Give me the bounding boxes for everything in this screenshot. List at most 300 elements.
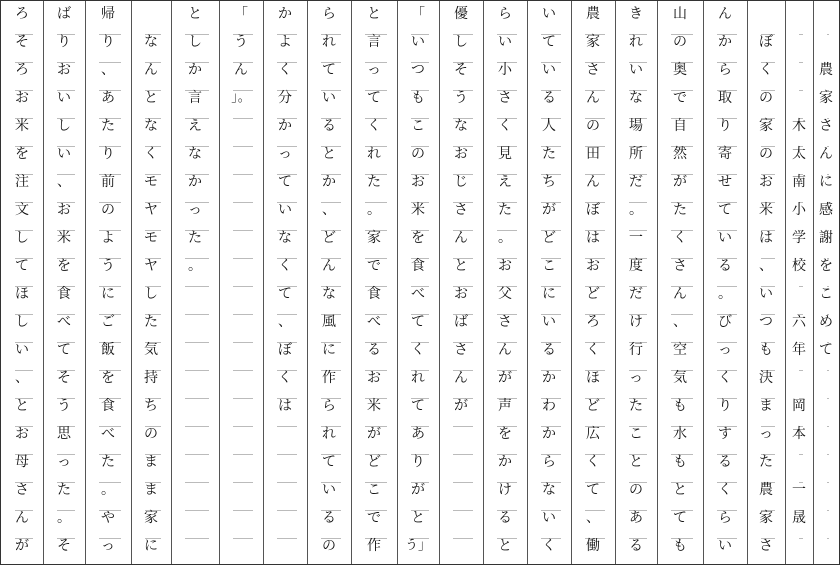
manuscript-cell: 農: [819, 62, 833, 78]
manuscript-cell: 小: [498, 62, 512, 78]
manuscript-cell: 優: [454, 6, 468, 22]
manuscript-cell: け: [629, 314, 643, 330]
manuscript-cell: さ: [454, 202, 468, 218]
manuscript-cell: は: [586, 230, 600, 246]
manuscript-cell: は: [759, 230, 773, 246]
manuscript-cell: っ: [188, 202, 202, 218]
manuscript-cell: え: [188, 118, 202, 134]
manuscript-cell: お: [367, 370, 381, 386]
manuscript-cell: そ: [15, 34, 29, 50]
manuscript-cell: て: [819, 342, 833, 358]
manuscript-cell: 自: [673, 118, 687, 134]
cell-divider: [453, 482, 473, 483]
manuscript-cell: が: [454, 398, 468, 414]
manuscript-cell: 場: [629, 118, 643, 134]
manuscript-cell: る: [542, 342, 556, 358]
manuscript-cell: こ: [629, 426, 643, 442]
manuscript-cell: お: [411, 174, 425, 190]
manuscript-cell: ご: [101, 314, 115, 330]
manuscript-cell: ぼ: [759, 34, 773, 50]
manuscript-cell: な: [144, 34, 158, 50]
manuscript-cell: が: [15, 538, 29, 554]
manuscript-column: [657, 1, 703, 564]
manuscript-cell: く: [759, 62, 773, 78]
manuscript-cell: い: [15, 342, 29, 358]
manuscript-cell: を: [411, 230, 425, 246]
cell-divider: [233, 230, 253, 231]
manuscript-cell: て: [542, 34, 556, 50]
manuscript-cell: ん: [234, 62, 248, 78]
manuscript-column: [785, 1, 813, 564]
manuscript-cell: と: [144, 90, 158, 106]
manuscript-cell: が: [542, 202, 556, 218]
manuscript-cell: を: [498, 426, 512, 442]
manuscript-cell: 一: [629, 230, 643, 246]
manuscript-cell: モ: [144, 174, 158, 190]
manuscript-cell: な: [322, 286, 336, 302]
manuscript-cell: さ: [454, 342, 468, 358]
manuscript-cell: 、: [322, 202, 336, 218]
manuscript-cell: ん: [673, 286, 687, 302]
manuscript-column: [219, 1, 263, 564]
manuscript-cell: ん: [586, 90, 600, 106]
cell-divider: [185, 482, 209, 483]
manuscript-cell: れ: [411, 370, 425, 386]
manuscript-cell: べ: [367, 314, 381, 330]
manuscript-cell: 米: [15, 118, 29, 134]
manuscript-cell: 、: [278, 314, 292, 330]
manuscript-cell: で: [367, 510, 381, 526]
manuscript-cell: よ: [278, 34, 292, 50]
manuscript-cell: い: [542, 510, 556, 526]
manuscript-cell: 食: [101, 398, 115, 414]
manuscript-cell: 。: [188, 258, 202, 274]
manuscript-cell: も: [673, 454, 687, 470]
manuscript-cell: て: [367, 90, 381, 106]
manuscript-column: [571, 1, 615, 564]
manuscript-cell: た: [101, 454, 115, 470]
manuscript-cell: ぼ: [278, 342, 292, 358]
manuscript-cell: 然: [673, 146, 687, 162]
manuscript-cell: 空: [673, 342, 687, 358]
manuscript-cell: て: [278, 286, 292, 302]
manuscript-cell: い: [57, 90, 71, 106]
manuscript-cell: い: [498, 34, 512, 50]
manuscript-column: [43, 1, 85, 564]
manuscript-cell: か: [278, 118, 292, 134]
manuscript-cell: 作: [367, 538, 381, 554]
manuscript-cell: 帰: [101, 6, 115, 22]
manuscript-cell: さ: [819, 118, 833, 134]
manuscript-cell: く: [586, 454, 600, 470]
manuscript-cell: 米: [411, 202, 425, 218]
manuscript-cell: ん: [586, 174, 600, 190]
manuscript-column: [131, 1, 171, 564]
manuscript-cell: こ: [819, 286, 833, 302]
manuscript-cell: ろ: [15, 62, 29, 78]
cell-divider: [233, 174, 253, 175]
manuscript-cell: い: [57, 146, 71, 162]
manuscript-cell: っ: [629, 370, 643, 386]
manuscript-cell: 。: [101, 482, 115, 498]
manuscript-cell: く: [278, 370, 292, 386]
manuscript-cell: 南: [792, 174, 806, 190]
manuscript-cell: で: [673, 90, 687, 106]
cell-divider: [799, 538, 803, 539]
manuscript-cell: 飯: [101, 342, 115, 358]
manuscript-column: [307, 1, 351, 564]
manuscript-cell: か: [718, 34, 732, 50]
manuscript-cell: わ: [542, 398, 556, 414]
manuscript-cell: か: [542, 370, 556, 386]
manuscript-cell: の: [629, 482, 643, 498]
manuscript-cell: い: [629, 62, 643, 78]
manuscript-cell: た: [759, 454, 773, 470]
manuscript-cell: な: [144, 118, 158, 134]
manuscript-cell: る: [322, 118, 336, 134]
manuscript-cell: べ: [101, 426, 115, 442]
manuscript-cell: り: [718, 398, 732, 414]
manuscript-cell: や: [101, 510, 115, 526]
manuscript-cell: く: [718, 482, 732, 498]
manuscript-column: [747, 1, 785, 564]
manuscript-cell: が: [367, 426, 381, 442]
manuscript-cell: 米: [57, 230, 71, 246]
manuscript-cell: 所: [629, 146, 643, 162]
manuscript-cell: は: [278, 398, 292, 414]
manuscript-cell: し: [144, 286, 158, 302]
manuscript-cell: に: [322, 342, 336, 358]
manuscript-cell: つ: [411, 62, 425, 78]
manuscript-cell: ろ: [586, 314, 600, 330]
manuscript-cell: ま: [144, 454, 158, 470]
manuscript-cell: の: [673, 34, 687, 50]
manuscript-cell: に: [819, 174, 833, 190]
cell-divider: [827, 454, 829, 455]
manuscript-cell: し: [15, 230, 29, 246]
manuscript-cell: ま: [759, 398, 773, 414]
manuscript-cell: 一: [792, 482, 806, 498]
cell-divider: [277, 454, 297, 455]
manuscript-cell: 家: [759, 510, 773, 526]
manuscript-cell: ろ: [15, 6, 29, 22]
manuscript-cell: し: [188, 34, 202, 50]
manuscript-cell: 、: [586, 510, 600, 526]
cell-divider: [827, 482, 829, 483]
manuscript-cell: 父: [498, 286, 512, 302]
manuscript-cell: を: [101, 370, 115, 386]
manuscript-cell: す: [718, 426, 732, 442]
cell-divider: [233, 118, 253, 119]
manuscript-cell: そ: [57, 370, 71, 386]
manuscript-cell: て: [15, 258, 29, 274]
manuscript-cell: っ: [367, 62, 381, 78]
manuscript-cell: う: [57, 398, 71, 414]
manuscript-cell: て: [411, 314, 425, 330]
cell-divider: [277, 510, 297, 511]
cell-divider: [799, 370, 803, 371]
manuscript-cell: く: [718, 370, 732, 386]
manuscript-cell: よ: [101, 230, 115, 246]
manuscript-cell: ら: [542, 454, 556, 470]
cell-divider: [185, 370, 209, 371]
cell-divider: [185, 342, 209, 343]
manuscript-cell: け: [498, 482, 512, 498]
cell-divider: [827, 538, 829, 539]
manuscript-cell: に: [542, 286, 556, 302]
manuscript-cell: が: [411, 482, 425, 498]
manuscript-cell: ヤ: [144, 258, 158, 274]
manuscript-cell: び: [718, 314, 732, 330]
cell-divider: [453, 510, 473, 511]
manuscript-cell: た: [673, 202, 687, 218]
manuscript-cell: め: [819, 314, 833, 330]
cell-divider: [233, 342, 253, 343]
manuscript-cell: 家: [367, 230, 381, 246]
manuscript-cell: そ: [57, 538, 71, 554]
manuscript-cell: お: [759, 174, 773, 190]
cell-divider: [799, 454, 803, 455]
manuscript-cell: ど: [542, 230, 556, 246]
cell-divider: [799, 34, 803, 35]
manuscript-cell: な: [542, 482, 556, 498]
manuscript-cell: べ: [57, 314, 71, 330]
manuscript-cell: ど: [367, 454, 381, 470]
manuscript-cell: く: [278, 258, 292, 274]
manuscript-cell: た: [101, 118, 115, 134]
manuscript-cell: 分: [278, 90, 292, 106]
manuscript-column: [263, 1, 307, 564]
manuscript-cell: お: [454, 146, 468, 162]
manuscript-cell: し: [454, 34, 468, 50]
manuscript-cell: 母: [15, 454, 29, 470]
manuscript-cell: き: [629, 6, 643, 22]
manuscript-cell: た: [144, 314, 158, 330]
manuscript-cell: 年: [792, 342, 806, 358]
manuscript-cell: こ: [542, 258, 556, 274]
manuscript-cell: さ: [15, 482, 29, 498]
manuscript-cell: の: [586, 118, 600, 134]
manuscript-cell: を: [15, 146, 29, 162]
cell-divider: [827, 34, 829, 35]
manuscript-cell: 学: [792, 230, 806, 246]
manuscript-cell: ち: [144, 398, 158, 414]
manuscript-cell: で: [367, 258, 381, 274]
cell-divider: [185, 426, 209, 427]
manuscript-cell: 人: [542, 118, 556, 134]
manuscript-cell: 本: [792, 426, 806, 442]
manuscript-cell: 水: [673, 426, 687, 442]
manuscript-cell: と: [367, 6, 381, 22]
cell-divider: [185, 538, 209, 539]
manuscript-cell: え: [498, 174, 512, 190]
manuscript-cell: り: [718, 118, 732, 134]
manuscript-cell: ば: [454, 314, 468, 330]
manuscript-cell: い: [542, 314, 556, 330]
manuscript-cell: 田: [586, 146, 600, 162]
manuscript-cell: に: [101, 286, 115, 302]
manuscript-cell: あ: [411, 426, 425, 442]
cell-divider: [233, 482, 253, 483]
manuscript-cell: し: [15, 314, 29, 330]
manuscript-cell: く: [144, 146, 158, 162]
manuscript-cell: い: [542, 6, 556, 22]
manuscript-cell: お: [57, 202, 71, 218]
manuscript-cell: 広: [586, 426, 600, 442]
manuscript-cell: っ: [57, 454, 71, 470]
manuscript-cell: つ: [759, 314, 773, 330]
manuscript-cell: 小: [792, 202, 806, 218]
manuscript-cell: り: [57, 34, 71, 50]
manuscript-cell: 。: [498, 230, 512, 246]
manuscript-cell: の: [322, 538, 336, 554]
manuscript-cell: 、: [15, 370, 29, 386]
manuscript-cell: ら: [322, 6, 336, 22]
cell-divider: [827, 510, 829, 511]
manuscript-cell: か: [188, 174, 202, 190]
manuscript-cell: い: [718, 230, 732, 246]
manuscript-cell: 、: [673, 314, 687, 330]
manuscript-cell: 家: [144, 510, 158, 526]
manuscript-cell: っ: [718, 342, 732, 358]
manuscript-cell: せ: [718, 174, 732, 190]
manuscript-cell: 山: [673, 6, 687, 22]
manuscript-cell: な: [188, 146, 202, 162]
manuscript-cell: て: [322, 62, 336, 78]
manuscript-cell: 声: [498, 398, 512, 414]
manuscript-column: [85, 1, 131, 564]
manuscript-cell: 言: [367, 34, 381, 50]
manuscript-cell: 取: [718, 90, 732, 106]
manuscript-cell: 岡: [792, 398, 806, 414]
manuscript-cell: 度: [629, 258, 643, 274]
manuscript-cell: る: [498, 510, 512, 526]
cell-divider: [233, 370, 253, 371]
cell-divider: [233, 398, 253, 399]
manuscript-cell: こ: [367, 482, 381, 498]
manuscript-cell: 気: [144, 342, 158, 358]
manuscript-cell: 。: [629, 202, 643, 218]
manuscript-cell: 風: [322, 314, 336, 330]
manuscript-cell: ん: [718, 6, 732, 22]
manuscript-cell: い: [278, 202, 292, 218]
manuscript-cell: の: [101, 202, 115, 218]
manuscript-cell: た: [57, 482, 71, 498]
cell-divider: [233, 258, 253, 259]
manuscript-cell: 。: [718, 286, 732, 302]
cell-divider: [453, 426, 473, 427]
manuscript-cell: っ: [759, 426, 773, 442]
cell-divider: [185, 314, 209, 315]
manuscript-cell: ら: [718, 62, 732, 78]
manuscript-cell: と: [673, 482, 687, 498]
manuscript-cell: だ: [629, 174, 643, 190]
manuscript-cell: の: [411, 146, 425, 162]
manuscript-cell: た: [498, 202, 512, 218]
manuscript-cell: の: [759, 146, 773, 162]
manuscript-cell: 思: [57, 426, 71, 442]
manuscript-cell: と: [322, 146, 336, 162]
manuscript-column: [483, 1, 527, 564]
manuscript-cell: 決: [759, 370, 773, 386]
manuscript-cell: お: [57, 62, 71, 78]
cell-divider: [277, 426, 297, 427]
manuscript-cell: 感: [819, 202, 833, 218]
manuscript-cell: と: [15, 398, 29, 414]
cell-divider: [799, 90, 803, 91]
manuscript-cell: も: [673, 538, 687, 554]
manuscript-cell: ら: [322, 398, 336, 414]
cell-divider: [233, 286, 253, 287]
manuscript-cell: た: [629, 398, 643, 414]
manuscript-cell: 」。: [231, 90, 251, 105]
manuscript-cell: そ: [454, 62, 468, 78]
manuscript-cell: く: [586, 342, 600, 358]
manuscript-cell: ヤ: [144, 202, 158, 218]
cell-divider: [233, 202, 253, 203]
cell-divider: [233, 146, 253, 147]
manuscript-cell: ん: [498, 342, 512, 358]
manuscript-cell: ど: [322, 230, 336, 246]
manuscript-cell: 働: [586, 538, 600, 554]
manuscript-cell: と: [629, 454, 643, 470]
manuscript-cell: 、: [101, 62, 115, 78]
manuscript-cell: と: [188, 6, 202, 22]
manuscript-cell: が: [673, 174, 687, 190]
manuscript-cell: さ: [673, 258, 687, 274]
manuscript-cell: 太: [792, 146, 806, 162]
manuscript-cell: 「: [411, 6, 425, 22]
cell-divider: [277, 538, 297, 539]
manuscript-cell: ほ: [586, 370, 600, 386]
manuscript-cell: た: [542, 146, 556, 162]
manuscript-cell: く: [278, 62, 292, 78]
manuscript-column: [171, 1, 219, 564]
cell-divider: [233, 454, 253, 455]
manuscript-column: [527, 1, 571, 564]
manuscript-cell: と: [498, 538, 512, 554]
manuscript-cell: る: [367, 342, 381, 358]
manuscript-cell: い: [322, 90, 336, 106]
manuscript-cell: 注: [15, 174, 29, 190]
manuscript-cell: く: [498, 118, 512, 134]
manuscript-cell: 米: [367, 398, 381, 414]
manuscript-cell: 奥: [673, 62, 687, 78]
manuscript-cell: を: [819, 258, 833, 274]
manuscript-cell: れ: [322, 426, 336, 442]
manuscript-cell: ど: [586, 286, 600, 302]
manuscript-cell: 食: [57, 286, 71, 302]
manuscript-cell: の: [144, 426, 158, 442]
manuscript-cell: 持: [144, 370, 158, 386]
cell-divider: [827, 398, 829, 399]
manuscript-cell: も: [411, 90, 425, 106]
manuscript-cell: ど: [586, 398, 600, 414]
manuscript-cell: し: [57, 118, 71, 134]
cell-divider: [233, 426, 253, 427]
manuscript-cell: さ: [586, 62, 600, 78]
manuscript-column: [1, 1, 43, 564]
manuscript-cell: な: [278, 230, 292, 246]
manuscript-cell: い: [759, 286, 773, 302]
manuscript-cell: り: [101, 34, 115, 50]
cell-divider: [185, 454, 209, 455]
manuscript-cell: 前: [101, 174, 115, 190]
manuscript-cell: ち: [542, 174, 556, 190]
manuscript-cell: が: [498, 370, 512, 386]
manuscript-cell: に: [144, 538, 158, 554]
manuscript-cell: 家: [759, 118, 773, 134]
